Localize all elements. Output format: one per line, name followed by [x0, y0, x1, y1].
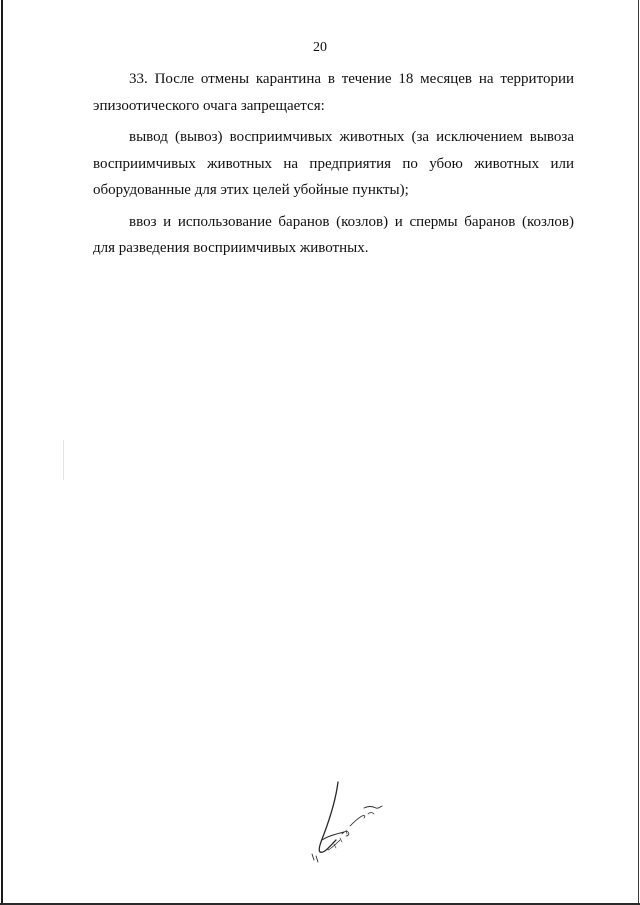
scan-border-left	[1, 0, 3, 905]
scan-artifact	[63, 440, 64, 480]
document-body	[93, 66, 574, 267]
scan-border-right	[638, 0, 639, 905]
paragraph-item-33: 33. После отмены карантина в течение 18 месяцев на территории эпизоотического очага запрещается:	[93, 71, 574, 114]
page-number: 20	[313, 40, 327, 55]
paragraph-import-ban: ввоз и использование баранов (козлов) и спермы баранов (козлов) для разведения восприимчивых животных.	[93, 213, 574, 256]
handwritten-signature-icon	[306, 778, 386, 870]
paragraph-export-ban: вывод (вывоз) восприимчивых животных (за исключением вывоза восприимчивых животных на предприятия по убою животных или оборудованные для этих целей убойные пункты);	[93, 129, 574, 198]
